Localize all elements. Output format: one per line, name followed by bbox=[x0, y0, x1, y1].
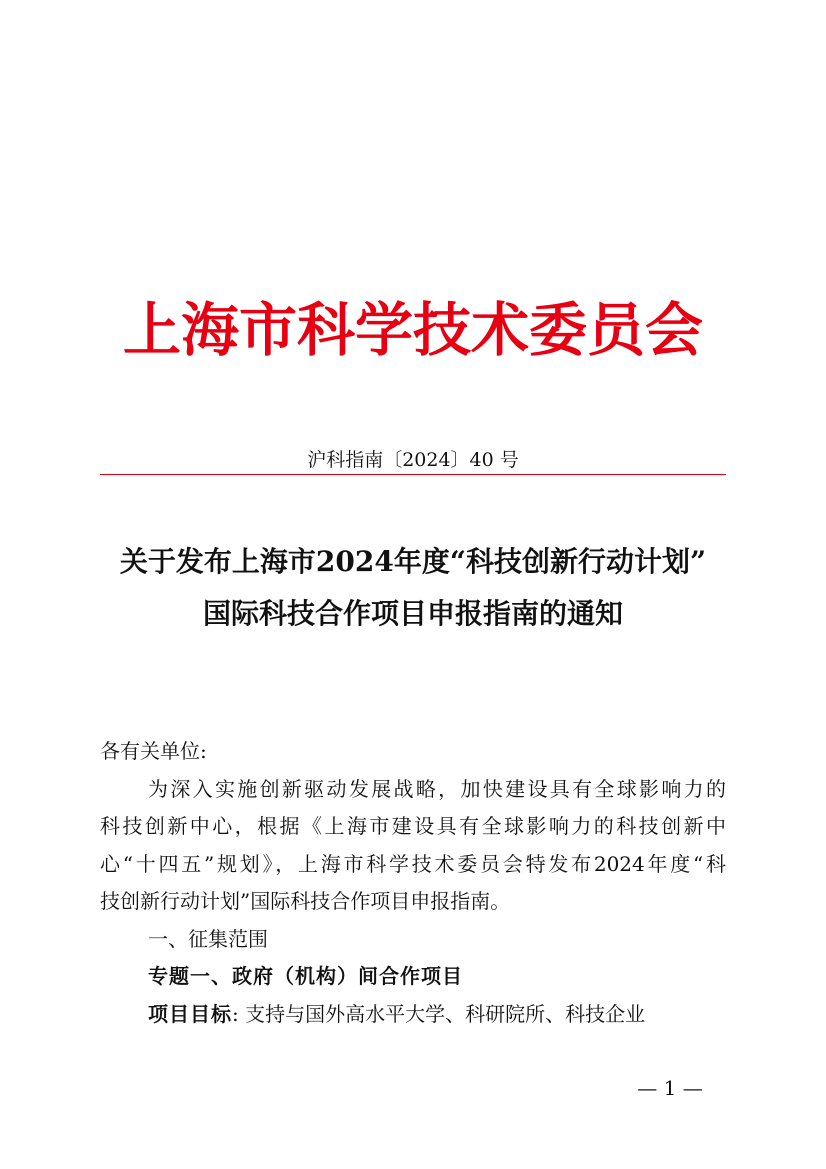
notice-title bbox=[0, 536, 826, 640]
intro-line-3: 心“十四五”规划》，上海市科学技术委员会特发布2024年度“科 bbox=[100, 851, 726, 876]
intro-line-1: 为深入实施创新驱动发展战略，加快建设具有全球影响力的 bbox=[148, 776, 726, 801]
intro-line-2: 科技创新中心，根据《上海市建设具有全球影响力的科技创新中 bbox=[100, 814, 726, 838]
project-goal-text: : 支持与国外高水平大学、科研院所、科技企业 bbox=[232, 1001, 646, 1026]
topic-heading-1: 专题一、政府（机构）间合作项目 bbox=[148, 964, 463, 988]
section-heading-scope: 一、征集范围 bbox=[148, 926, 268, 951]
document-number: 沪科指南〔2024〕40 号 bbox=[307, 449, 519, 471]
page-number: — 1 — bbox=[637, 1076, 703, 1100]
red-divider-line bbox=[100, 474, 726, 475]
notice-title-line-1: 关于发布上海市2024年度“科技创新行动计划” bbox=[119, 545, 707, 578]
agency-title: 上海市科学技术委员会 bbox=[122, 296, 703, 364]
body-text bbox=[100, 733, 726, 1033]
project-goal-label: 项目目标 bbox=[148, 1001, 232, 1026]
project-goal-line bbox=[100, 996, 726, 1034]
intro-paragraph bbox=[100, 771, 726, 921]
salutation: 各有关单位: bbox=[100, 739, 207, 763]
notice-title-line-2: 国际科技合作项目申报指南的通知 bbox=[202, 597, 623, 630]
intro-line-4: 技创新行动计划”国际科技合作项目申报指南。 bbox=[100, 889, 511, 913]
